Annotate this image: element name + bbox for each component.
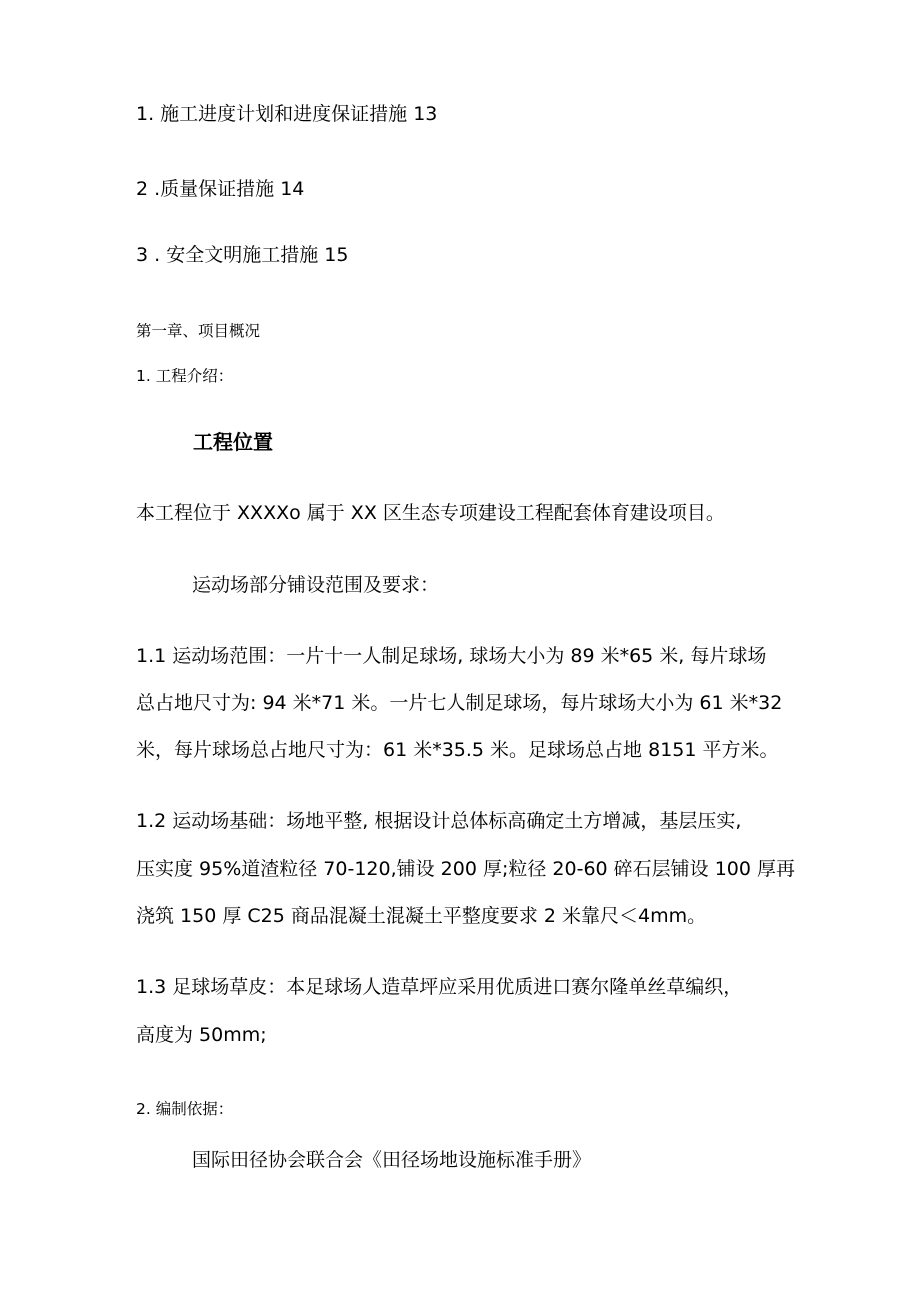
item-1-2-line-3: 浇筑 150 厚 C25 商品混凝土混凝土平整度要求 2 米靠尺＜4mm。 <box>136 905 707 927</box>
location-heading: 工程位置 <box>193 430 273 454</box>
item-1-2-line-2: 压实度 95%道渣粒径 70-120,铺设 200 厚;粒径 20-60 碎石层铺设 100 厚再 <box>136 858 796 880</box>
section-1-title: 1. 工程介绍： <box>136 367 234 385</box>
chapter-title: 第一章、项目概况 <box>136 322 261 340</box>
toc-item-3: 3 . 安全文明施工措施 15 <box>136 244 349 266</box>
item-1-3-line-1: 1.3 足球场草皮：本足球场人造草坪应采用优质进口赛尔隆单丝草编织， <box>136 976 743 998</box>
toc-item-1: 1. 施工进度计划和进度保证措施 13 <box>136 103 438 125</box>
basis-text: 国际田径协会联合会《田径场地设施标准手册》 <box>192 1149 592 1171</box>
item-1-3-line-2: 高度为 50mm; <box>136 1024 267 1046</box>
scope-heading: 运动场部分铺设范围及要求： <box>192 574 440 596</box>
item-1-1-line-1: 1.1 运动场范围：一片十一人制足球场, 球场大小为 89 米*65 米, 每片球场 <box>136 645 767 667</box>
item-1-1-line-2: 总占地尺寸为: 94 米*71 米。一片七人制足球场，每片球场大小为 61 米*32 <box>136 692 783 714</box>
section-2-title: 2. 编制依据： <box>136 1100 234 1118</box>
toc-item-2: 2 .质量保证措施 14 <box>136 178 305 200</box>
location-paragraph: 本工程位于 XXXXo 属于 XX 区生态专项建设工程配套体育建设项目。 <box>136 502 725 524</box>
item-1-1-line-3: 米，每片球场总占地尺寸为：61 米*35.5 米。足球场总占地 8151 平方米。 <box>136 739 779 761</box>
item-1-2-line-1: 1.2 运动场基础：场地平整, 根据设计总体标高确定土方增减，基层压实, <box>136 810 742 832</box>
